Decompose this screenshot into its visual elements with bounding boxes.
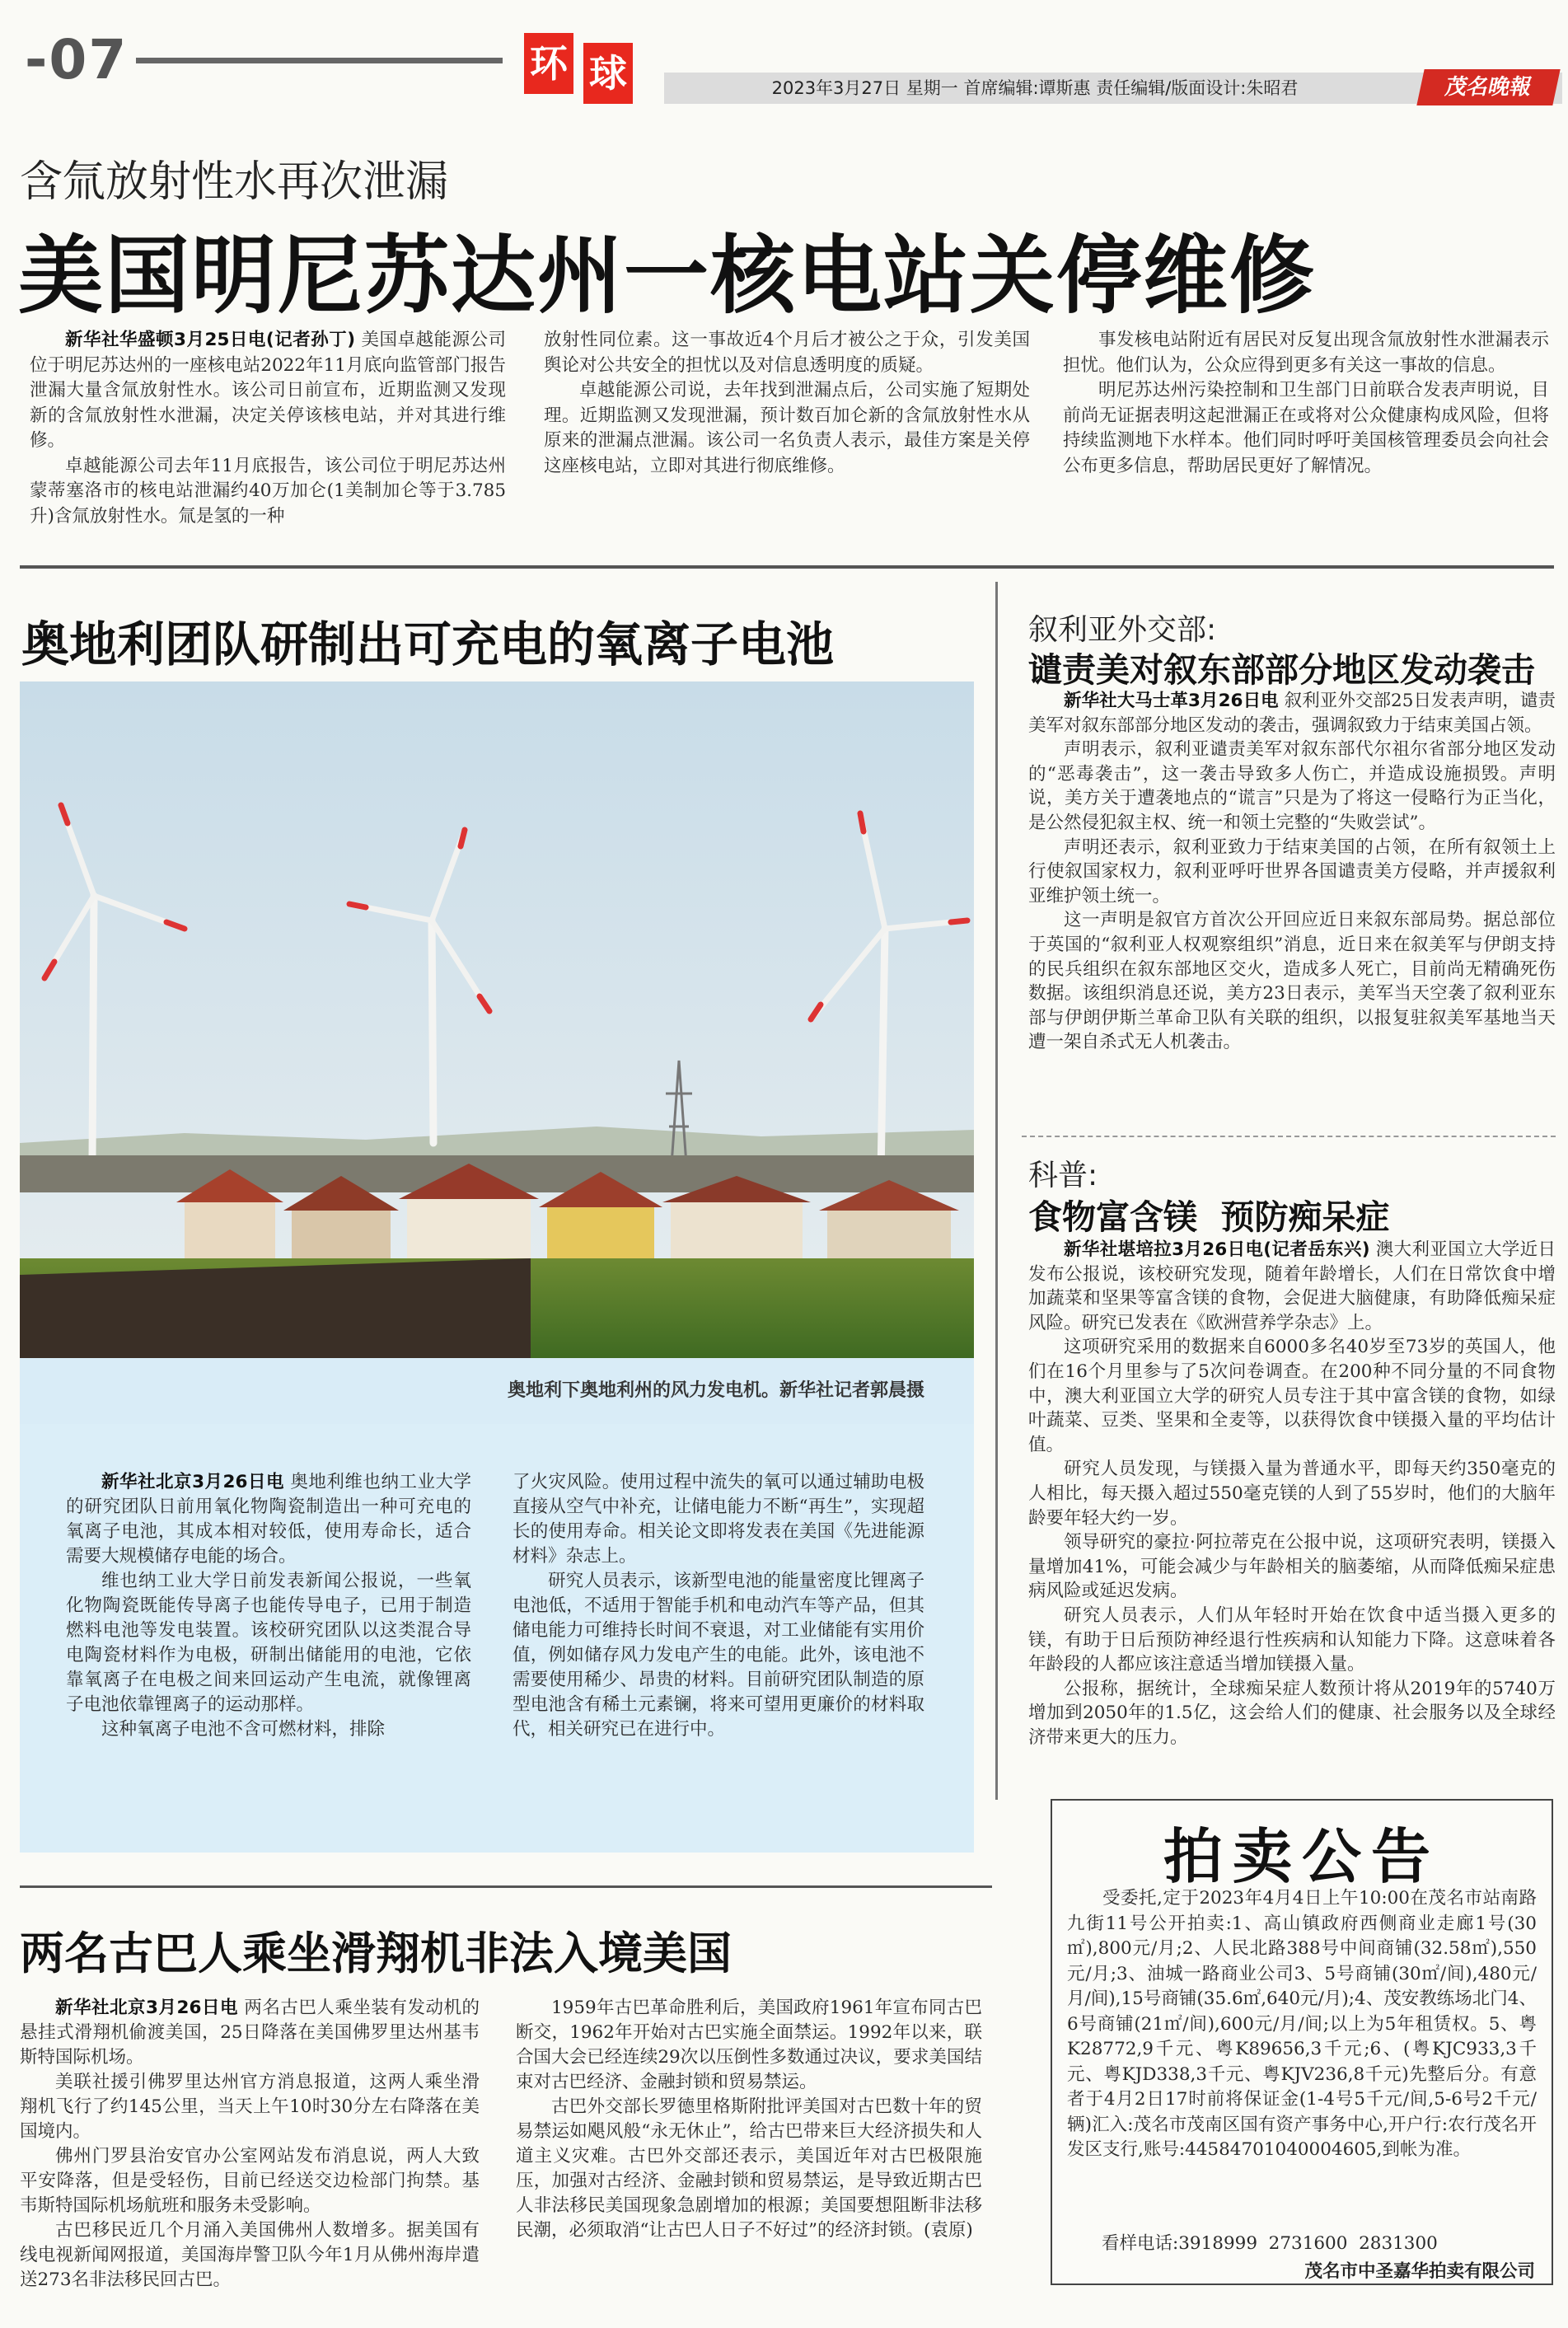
paragraph	[20, 1996, 480, 2070]
wind-turbine-photo	[20, 682, 974, 1358]
syria-body	[1028, 689, 1556, 1055]
paragraph	[1028, 1677, 1556, 1750]
paragraph-text: 明尼苏达州污染控制和卫生部门日前联合发表声明说，目前尚无证据表明这起泄漏正在或将对公众健康构成风险，但将持续监测地下水样本。他们同时呼吁美国核管理委员会向社会公布更多信息，帮助居民更好了解情况。	[1063, 380, 1549, 476]
paragraph-text: 美联社援引佛罗里达州官方消息报道，这两人乘坐滑翔机飞行了约145公里，当天上午10时30分左右降落在美国境内。	[20, 2072, 480, 2142]
paragraph	[1028, 1457, 1556, 1530]
paragraph	[66, 1569, 471, 1717]
paragraph	[1028, 1335, 1556, 1457]
dateline: 新华社北京3月26日电	[101, 1472, 285, 1492]
paragraph-text: 卓越能源公司去年11月底报告，该公司位于明尼苏达州蒙蒂塞洛市的核电站泄漏约40万加仑(1美制加仑等于3.785升)含氚放射性水。氚是氢的一种	[30, 455, 506, 527]
auction-notice	[1051, 1799, 1553, 2285]
paragraph-text: 维也纳工业大学日前发表新闻公报说，一些氧化物陶瓷既能传导离子也能传导电子，已用于制造燃料电池等发电装置。该校研究团队以这类混合导电陶瓷材料作为电极，研制出储能用的电池，它依靠氧离子在电极之间来回运动产生电流，就像锂离子电池依靠锂离子的运动那样。	[66, 1571, 471, 1715]
paragraph	[30, 454, 506, 530]
paragraph	[1028, 689, 1556, 738]
dateline: 新华社大马士革3月26日电	[1064, 691, 1279, 711]
paragraph	[20, 2144, 480, 2218]
paragraph	[544, 328, 1030, 378]
paragraph-text: 研究人员发现，与镁摄入量为普通水平，即每天约350毫克的人相比，每天摄入超过550毫克镁的人到了55岁时，他们的大脑年龄要年轻大约一岁。	[1028, 1459, 1556, 1529]
dateline: 新华社华盛顿3月25日电(记者孙丁)	[65, 330, 356, 350]
lead-title: 美国明尼苏达州一核电站关停维修	[18, 227, 1316, 326]
cuba-col-1	[20, 1996, 480, 2293]
paragraph-text: 声明还表示，叙利亚致力于结束美国的占领，在所有叙领土上行使叙国家权力，叙利亚呼吁世界各国谴责美方侵略，并声援叙利亚维护领土统一。	[1028, 836, 1556, 906]
dateline: 新华社北京3月26日电	[55, 1998, 238, 2018]
section-tag-1: 环	[524, 33, 573, 94]
cuba-top-rule	[20, 1885, 992, 1888]
paragraph-text: 澳大利亚国立大学近日发布公报说，该校研究发现，随着年龄增长，人们在日常饮食中增加蔬菜和坚果等富含镁的食物，会促进大脑健康，有助降低痴呆症风险。研究已发表在《欧洲营养学杂志》上。	[1028, 1239, 1556, 1333]
paragraph-text: 这项研究采用的数据来自6000多名40岁至73岁的英国人，他们在16个月里参与了5次问卷调查。在200种不同分量的不同食物中，澳大利亚国立大学的研究人员专注于其中富含镁的食物，如绿叶蔬菜、豆类、坚果和全麦等，以获得饮食中镁摄入量的平均估计值。	[1028, 1337, 1556, 1455]
paragraph	[516, 1996, 982, 2095]
paragraph	[1063, 328, 1549, 378]
page-number-rule	[136, 58, 503, 63]
paragraph-text: 1959年古巴革命胜利后，美国政府1961年宣布同古巴断交，1962年开始对古巴实施全面禁运。1992年以来，联合国大会已经连续29次以压倒性多数通过决议，要求美国结束对古巴经济、金融封锁和贸易禁运。	[516, 1998, 982, 2092]
paragraph-text: 卓越能源公司说，去年找到泄漏点后，公司实施了短期处理。近期监测又发现泄漏，预计数百加仑新的含氚放射性水从原来的泄漏点泄漏。该公司一名负责人表示，最佳方案是关停这座核电站，立即对其进行彻底维修。	[544, 380, 1030, 476]
paragraph-text: 了火灾风险。使用过程中流失的氧可以通过辅助电极直接从空气中补充，让储电能力不断“再生”，实现超长的使用寿命。相关论文即将发表在美国《先进能源材料》杂志上。	[513, 1472, 924, 1567]
paragraph	[1028, 836, 1556, 909]
paragraph-text: 这一声明是叙官方首次公开回应近日来叙东部局势。据总部位于英国的“叙利亚人权观察组织”消息，近日来在叙美军与伊朗支持的民兵组织在叙东部地区交火，造成多人死亡，目前尚无精确死伤数据。该组织消息还说，美方23日表示，美军当天空袭了叙利亚东部与伊朗伊斯兰革命卫队有关联的组织，以报复驻叙美军基地当天遭一架自杀式无人机袭击。	[1028, 910, 1556, 1053]
syria-title: 谴责美对叙东部部分地区发动袭击	[1028, 650, 1535, 690]
paragraph-text: 公报称，据统计，全球痴呆症人数预计将从2019年的5740万增加到2050年的1.5亿，这会给人们的健康、社会服务以及全球经济带来更大的压力。	[1028, 1678, 1556, 1748]
battery-title: 奥地利团队研制出可充电的氧离子电池	[21, 616, 835, 672]
lead-col-3	[1063, 328, 1549, 479]
science-title: 食物富含镁 预防痴呆症	[1028, 1197, 1390, 1237]
paragraph-text: 古巴外交部长罗德里格斯附批评美国对古巴数十年的贸易禁运如飓风般“永无休止”，给古巴带来巨大经济损失和人道主义灾难。古巴外交部还表示，美国近年对古巴极限施压，加强对古经济、金融封锁和贸易禁运，是导致近期古巴人非法移民美国现象急剧增加的根源；美国要想阻断非法移民潮，必须取消“让古巴人日子不好过”的经济封锁。(袁原)	[516, 2096, 982, 2241]
auction-body: 受委托,定于2023年4月4日上午10:00在茂名市站南路九街11号公开拍卖:1、高山镇政府西侧商业走廊1号(30㎡),800元/月;2、人民北路388号中间商铺(32.58㎡),550元/月;3、油城一路商业公司3、5号商铺(30㎡/间),480元/月/间),15号商铺(35.6㎡,640元/月);4、茂安教练场北门4、6号商铺(21㎡/间),600元/月/间;以上为5年租赁权。5、粤K28772,9千元、粤K89656,3千元;6、(粤KJC933,3千元、粤KJD338,3千元、粤KJV236,8千元)先整后分。有意者于4月2日17时前将保证金(1-4号5千元/间,5-6号2千元/辆)汇入:茂名市茂南区国有资产事务中心,开户行:农行茂名开发区支行,账号:44584701040004605,到帐为准。	[1067, 1888, 1537, 2160]
auction-company: 茂名市中圣嘉华拍卖有限公司	[1304, 2261, 1535, 2282]
auction-title: 拍卖公告	[1163, 1821, 1440, 1891]
lead-col-2	[544, 328, 1030, 479]
paragraph	[66, 1470, 471, 1569]
paragraph-text: 研究人员表示，该新型电池的能量密度比锂离子电池低，不适用于智能手机和电动汽车等产品，但其储电能力可维持长时间不衰退，对工业储能有实用价值，例如储存风力发电产生的电能。此外，该电池不需要使用稀少、昂贵的材料。目前研究团队制造的原型电池含有稀土元素镧，将来可望用更廉价的材料取代，相关研究已在进行中。	[513, 1571, 924, 1740]
paragraph-text: 放射性同位素。这一事故近4个月后才被公之于众，引发美国舆论对公共安全的担忧以及对信息透明度的质疑。	[544, 330, 1030, 376]
paragraph-text: 这种氧离子电池不含可燃材料，排除	[101, 1719, 386, 1740]
lead-subtitle: 含氚放射性水再次泄漏	[20, 157, 449, 207]
syria-subtitle: 叙利亚外交部:	[1028, 613, 1217, 647]
paragraph	[544, 378, 1030, 479]
paragraph	[20, 2070, 480, 2144]
paragraph-text: 奥地利维也纳工业大学的研究团队日前用氧化物陶瓷制造出一种可充电的氧离子电池，其成本相对较低，使用寿命长，适合需要大规模储存电能的场合。	[66, 1472, 471, 1567]
paragraph	[1028, 738, 1556, 835]
paragraph	[513, 1470, 924, 1569]
paragraph	[1028, 1530, 1556, 1604]
paragraph	[30, 328, 506, 454]
column-divider	[995, 582, 998, 1800]
wind-turbine-image	[20, 682, 974, 1358]
paragraph-text: 美国卓越能源公司位于明尼苏达州的一座核电站2022年11月底向监管部门报告泄漏大量含氚放射性水。该公司日前宣布，近期监测又发现新的含氚放射性水泄漏，决定关停该核电站，并对其进行维修。	[30, 330, 506, 451]
section-divider	[20, 565, 1554, 569]
paragraph	[516, 2095, 982, 2243]
battery-col-1	[66, 1470, 471, 1742]
paragraph-text: 两名古巴人乘坐装有发动机的悬挂式滑翔机偷渡美国，25日降落在美国佛罗里达州基韦斯特国际机场。	[20, 1998, 480, 2068]
paragraph-text: 事发核电站附近有居民对反复出现含氚放射性水泄漏表示担忧。他们认为，公众应得到更多有关这一事故的信息。	[1063, 330, 1549, 376]
paragraph-text: 声明表示，叙利亚谴责美军对叙东部代尔祖尔省部分地区发动的“恶毒袭击”，这一袭击导致多人伤亡，并造成设施损毁。声明说，美方关于遭袭地点的“谎言”只是为了将这一侵略行为正当化，是公然侵犯叙主权、统一和领土完整的“失败尝试”。	[1028, 739, 1556, 833]
page-number: -07	[25, 28, 129, 91]
paragraph	[1028, 1238, 1556, 1335]
lead-col-1	[30, 328, 506, 529]
photo-caption: 奥地利下奥地利州的风力发电机。新华社记者郭晨摄	[20, 1358, 974, 1424]
cuba-col-2	[516, 1996, 982, 2243]
section-tag-2: 球	[583, 43, 633, 104]
paragraph-text: 领导研究的豪拉·阿拉蒂克在公报中说，这项研究表明，镁摄入量增加41%，可能会减少与年龄相关的脑萎缩，从而降低痴呆症患病风险或延迟发病。	[1028, 1532, 1556, 1602]
science-body	[1028, 1238, 1556, 1750]
paragraph	[1063, 378, 1549, 479]
paragraph-text: 叙利亚外交部25日发表声明，谴责美军对叙东部部分地区发动的袭击，强调叙致力于结束美国占领。	[1028, 691, 1556, 736]
paragraph-text: 佛州门罗县治安官办公室网站发布消息说，两人大致平安降落，但是受轻伤，目前已经送交边检部门拘禁。基韦斯特国际机场航班和服务未受影响。	[20, 2146, 480, 2216]
article-separator	[1022, 1136, 1556, 1137]
paragraph	[1028, 1604, 1556, 1677]
paragraph	[1028, 908, 1556, 1055]
issue-info: 2023年3月27日 星期一 首席编辑:谭斯惠 责任编辑/版面设计:朱昭君	[771, 78, 1299, 98]
paragraph-text: 古巴移民近几个月涌入美国佛州人数增多。据美国有线电视新闻网报道，美国海岸警卫队今年1月从佛州海岸遣送273名非法移民回古巴。	[20, 2220, 480, 2290]
paragraph	[66, 1717, 471, 1742]
cuba-title: 两名古巴人乘坐滑翔机非法入境美国	[20, 1928, 732, 1979]
dateline: 新华社堪培拉3月26日电(记者岳东兴)	[1064, 1239, 1370, 1260]
paragraph	[513, 1569, 924, 1742]
newspaper-logo: 茂名晚報	[1416, 69, 1560, 105]
battery-col-2	[513, 1470, 924, 1742]
paragraph-text: 研究人员表示，人们从年轻时开始在饮食中适当摄入更多的镁，有助于日后预防神经退行性疾病和认知能力下降。这意味着各年龄段的人都应该注意适当增加镁摄入量。	[1028, 1604, 1556, 1675]
auction-phone: 看样电话:3918999 2731600 2831300	[1102, 2233, 1438, 2254]
science-subtitle: 科普:	[1028, 1159, 1098, 1192]
paragraph	[20, 2218, 480, 2293]
